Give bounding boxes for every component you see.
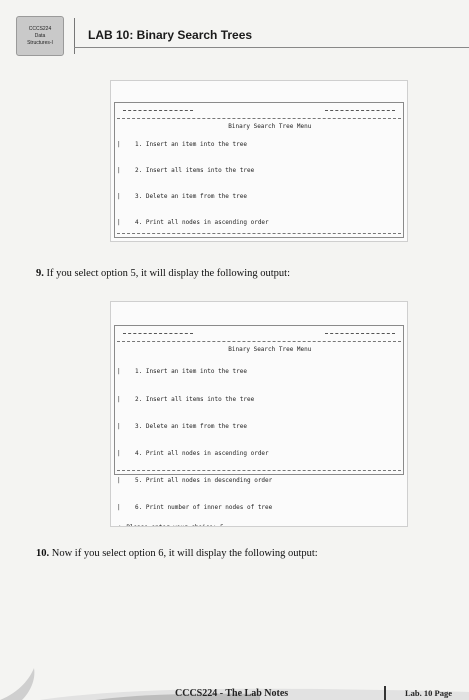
menu-item: | 2. Insert all items into the tree bbox=[125, 167, 312, 176]
page-title: LAB 10: Binary Search Trees bbox=[88, 28, 253, 42]
course-logo bbox=[16, 16, 64, 56]
question-text: If you select option 5, it will display the following output: bbox=[46, 268, 291, 279]
menu-list bbox=[125, 350, 312, 527]
console-output-option-4 bbox=[110, 80, 408, 242]
menu-item: | 1. Insert an item into the tree bbox=[125, 367, 312, 377]
question-10 bbox=[36, 548, 318, 559]
menu-list bbox=[125, 124, 312, 242]
logo-line-3: Structures-I bbox=[27, 39, 53, 46]
footer-page-label: Lab. 10 Page bbox=[405, 688, 452, 698]
menu-item: | 5. Print all nodes in descending order bbox=[125, 476, 312, 486]
logo-line-2: Data bbox=[34, 32, 46, 39]
footer-title: CCCS224 - The Lab Notes bbox=[175, 688, 289, 699]
menu-bottom-separator bbox=[117, 233, 401, 234]
menu-item: | 3. Delete an item from the tree bbox=[125, 193, 312, 202]
page-header bbox=[0, 0, 469, 72]
menu-item: | 4. Print all nodes in ascending order bbox=[125, 219, 312, 228]
question-number: 10. bbox=[36, 548, 50, 559]
question-9 bbox=[36, 268, 290, 279]
menu-item: | 1. Insert an item into the tree bbox=[125, 141, 312, 150]
menu-item: | 3. Delete an item from the tree bbox=[125, 422, 312, 432]
logo-line-1: CCCS224 bbox=[28, 25, 52, 32]
header-rule bbox=[74, 47, 469, 48]
menu-box bbox=[114, 325, 404, 512]
menu-title-dash-left bbox=[123, 110, 193, 111]
menu-title-dash-left bbox=[123, 333, 193, 334]
menu-item: | 6. Print number of inner nodes of tree bbox=[125, 503, 312, 513]
menu-title: Binary Search Tree Menu bbox=[228, 123, 312, 131]
menu-separator bbox=[117, 118, 401, 119]
question-text: Now if you select option 6, it will display the following output: bbox=[51, 548, 318, 559]
menu-title: Binary Search Tree Menu bbox=[228, 346, 312, 354]
menu-item: | 2. Insert all items into the tree bbox=[125, 395, 312, 405]
footer-divider bbox=[384, 686, 386, 700]
menu-box bbox=[114, 102, 404, 238]
menu-bottom-separator bbox=[117, 470, 401, 471]
menu-title-dash-right bbox=[325, 333, 395, 334]
console-output-option-5 bbox=[110, 301, 408, 527]
menu-item: | 4. Print all nodes in ascending order bbox=[125, 449, 312, 459]
page-footer bbox=[0, 648, 469, 700]
menu-separator bbox=[117, 341, 401, 342]
header-divider bbox=[74, 18, 75, 54]
menu-title-dash-right bbox=[325, 110, 395, 111]
question-number: 9. bbox=[36, 268, 44, 279]
